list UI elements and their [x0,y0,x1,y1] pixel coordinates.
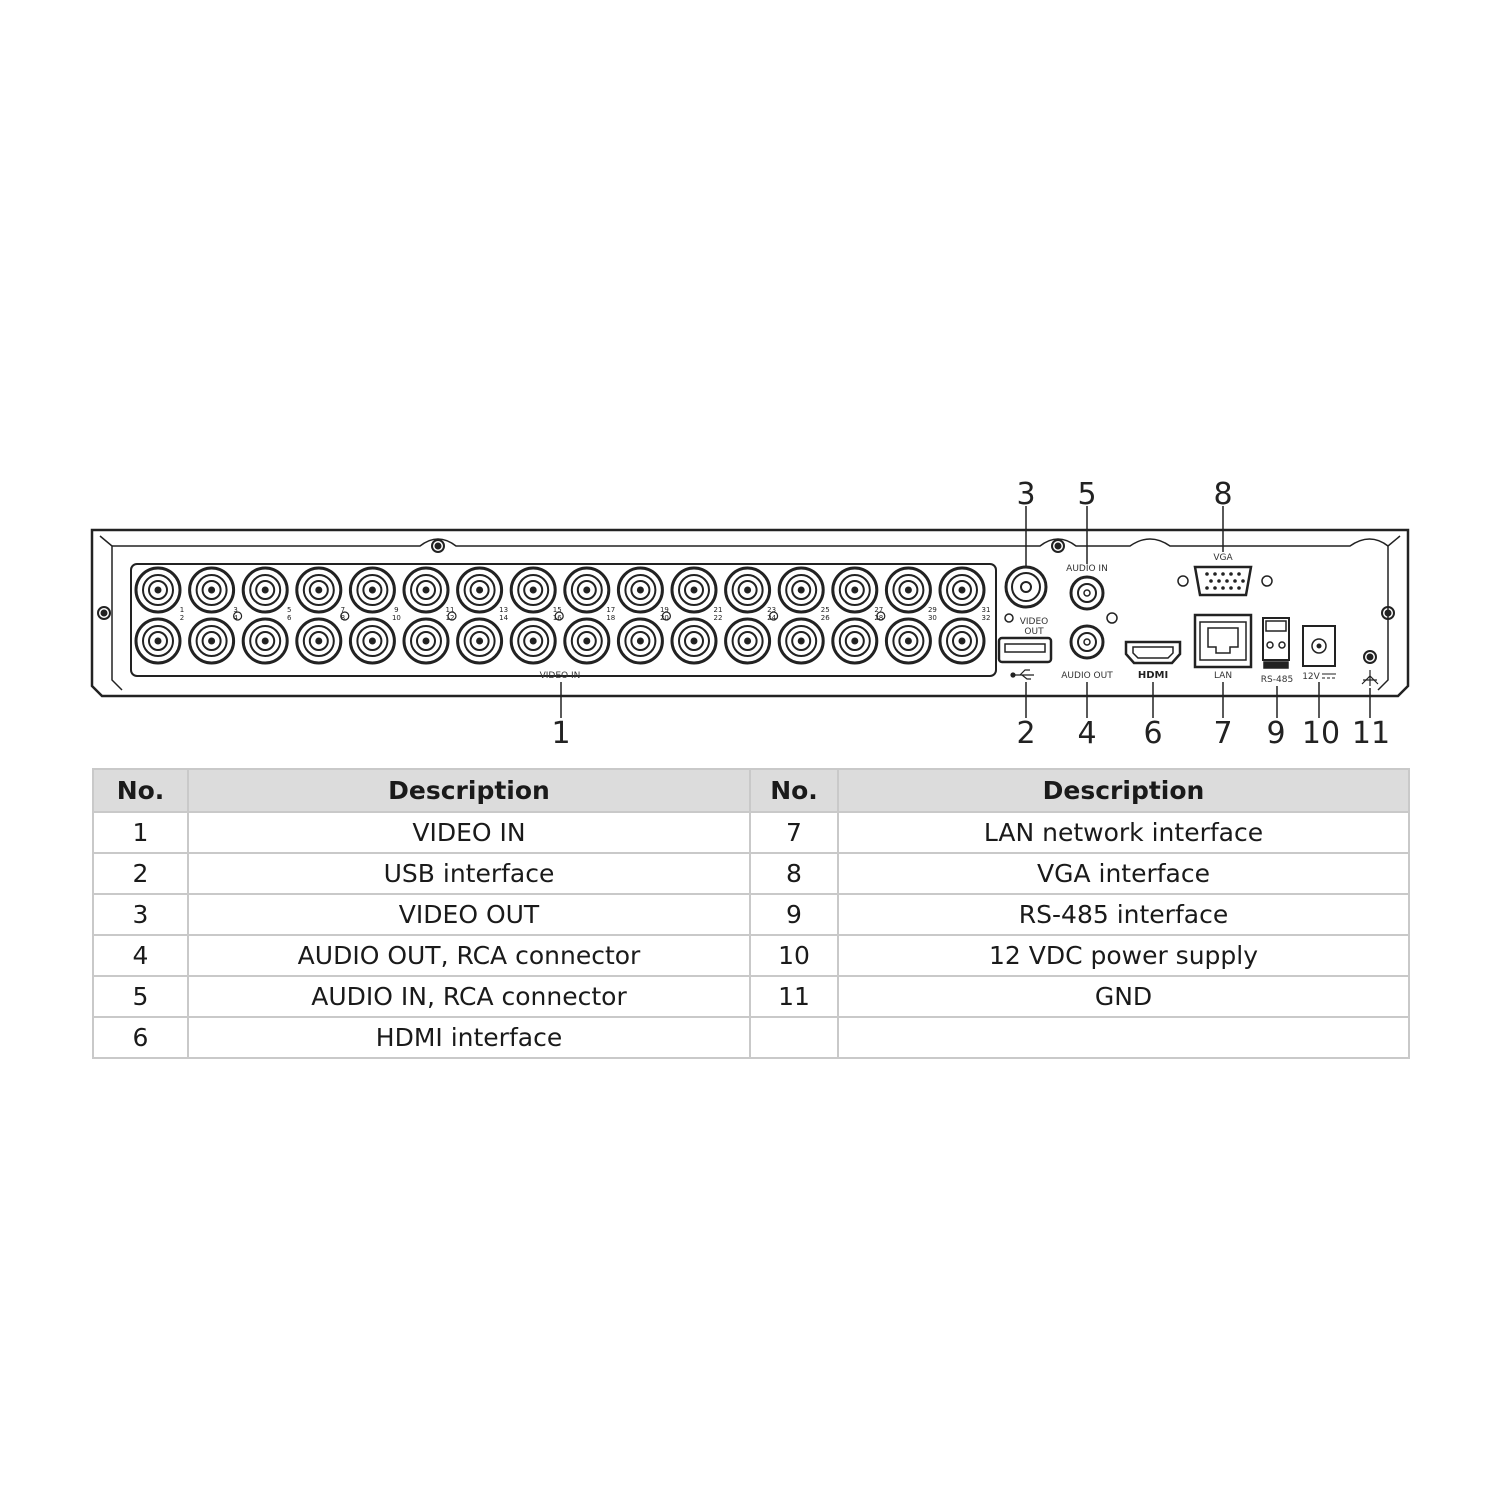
cell-description: RS-485 interface [838,894,1409,935]
bnc-connector[interactable] [618,619,662,663]
bnc-connector[interactable] [940,568,984,612]
cell-description: VIDEO IN [188,812,750,853]
ground-screw[interactable] [1364,651,1376,663]
channel-number-label: 1 [179,606,185,614]
mounting-screws [98,540,1394,619]
channel-number-label: 6 [286,614,292,622]
bnc-connector[interactable] [833,619,877,663]
bnc-connector[interactable] [672,619,716,663]
video-out-label-line2: OUT [1024,627,1044,637]
vga-pin [1205,572,1209,576]
vga-port[interactable] [1178,567,1272,595]
callout-11: 11 [1351,716,1391,751]
ground-icon [1362,670,1378,686]
bnc-connector[interactable] [779,568,823,612]
bnc-connector[interactable] [672,568,716,612]
channel-number-label: 32 [981,614,991,622]
audio-out-rca[interactable] [1071,626,1103,658]
channel-number-label: 25 [820,606,830,614]
callout-2: 2 [1016,716,1036,751]
bnc-connector[interactable] [136,568,180,612]
interface-description-table [92,768,1410,1059]
bnc-connector[interactable] [511,568,555,612]
audio-in-label: AUDIO IN [1066,564,1108,574]
bnc-connector[interactable] [458,619,502,663]
callout-7: 7 [1213,716,1233,751]
callout-4: 4 [1077,716,1097,751]
channel-number-label: 16 [552,614,562,622]
cell-no: 5 [93,976,188,1017]
table-row [93,976,1409,1017]
table-row [93,853,1409,894]
rs485-terminal[interactable] [1263,618,1289,668]
channel-number-label: 30 [927,614,937,622]
audio-in-rca[interactable] [1071,577,1103,609]
power-label: 12V [1302,672,1320,682]
table-header-row [93,769,1409,812]
vga-pin [1221,586,1225,590]
callout-5: 5 [1077,477,1097,512]
header-description: Description [188,769,750,812]
callout-9: 9 [1266,716,1286,751]
bnc-connector[interactable] [136,619,180,663]
cell-no: 11 [750,976,838,1017]
bnc-connector[interactable] [940,619,984,663]
lan-port[interactable] [1195,615,1251,667]
cell-no: 10 [750,935,838,976]
bnc-connector[interactable] [618,568,662,612]
channel-number-label: 10 [391,614,401,622]
callout-3: 3 [1016,477,1036,512]
cell-no: 2 [93,853,188,894]
channel-number-label: 7 [340,606,346,614]
vga-pin [1221,572,1225,576]
table-row [93,894,1409,935]
channel-number-label: 19 [659,606,669,614]
callout-10: 10 [1301,716,1341,751]
usb-icon [1011,670,1034,679]
cell-no: 7 [750,812,838,853]
channel-number-label: 4 [233,614,238,622]
vga-pin [1213,572,1217,576]
vga-pin [1237,572,1241,576]
channel-number-label: 13 [499,606,509,614]
cell-description: USB interface [188,853,750,894]
cell-no: 6 [93,1017,188,1058]
cell-no: 4 [93,935,188,976]
table-row [93,812,1409,853]
channel-number-label: 21 [713,606,723,614]
bnc-connector[interactable] [779,619,823,663]
hdmi-logo-text: HDMI [1137,670,1169,681]
cell-no: 9 [750,894,838,935]
bnc-connector[interactable] [886,568,930,612]
cell-description: 12 VDC power supply [838,935,1409,976]
dc-symbol [1322,674,1336,678]
callout-1: 1 [551,716,571,751]
vga-pin [1229,572,1233,576]
header-description: Description [838,769,1409,812]
channel-number-label: 31 [981,606,991,614]
cell-description: HDMI interface [188,1017,750,1058]
hdmi-port[interactable] [1126,642,1180,663]
bnc-connector[interactable] [565,619,609,663]
vga-pin [1213,586,1217,590]
audio-out-label: AUDIO OUT [1061,671,1113,681]
bnc-connector[interactable] [350,568,394,612]
rs485-label: RS-485 [1260,675,1294,685]
video-out-connector[interactable] [1005,567,1046,622]
channel-number-label: 28 [874,614,884,622]
video-in-bnc-array [136,568,990,663]
cell-description: VGA interface [838,853,1409,894]
channel-number-label: 12 [445,614,455,622]
channel-number-label: 3 [233,606,238,614]
cell-no: 8 [750,853,838,894]
channel-number-label: 8 [340,614,346,622]
dvr-rear-panel-diagram [0,470,1500,760]
cell-description [838,1017,1409,1058]
header-no: No. [93,769,188,812]
callout-8: 8 [1213,477,1233,512]
bnc-connector[interactable] [297,568,341,612]
vga-pin [1229,586,1233,590]
bnc-connector[interactable] [726,619,770,663]
channel-number-label: 17 [606,606,616,614]
channel-number-label: 2 [179,614,185,622]
channel-number-label: 26 [820,614,830,622]
vga-pins [1205,572,1245,590]
table-row [93,935,1409,976]
vga-pin [1241,579,1245,583]
bnc-connector[interactable] [190,619,234,663]
channel-number-label: 14 [499,614,509,622]
channel-number-label: 29 [927,606,937,614]
cell-no [750,1017,838,1058]
bnc-connector[interactable] [833,568,877,612]
vga-label: VGA [1213,553,1233,563]
channel-number-label: 11 [445,606,455,614]
bnc-connector[interactable] [243,568,287,612]
channel-number-label: 18 [606,614,616,622]
channel-number-label: 27 [874,606,884,614]
cell-description: AUDIO IN, RCA connector [188,976,750,1017]
vga-pin [1225,579,1229,583]
vga-pin [1237,586,1241,590]
cell-description: VIDEO OUT [188,894,750,935]
callout-6: 6 [1143,716,1163,751]
table-row [93,1017,1409,1058]
bnc-connector[interactable] [243,619,287,663]
cell-description: AUDIO OUT, RCA connector [188,935,750,976]
bnc-connector[interactable] [511,619,555,663]
bnc-connector[interactable] [190,568,234,612]
bnc-connector[interactable] [726,568,770,612]
bnc-connector[interactable] [404,619,448,663]
cell-no: 1 [93,812,188,853]
vga-pin [1233,579,1237,583]
cell-description: LAN network interface [838,812,1409,853]
bnc-connector[interactable] [458,568,502,612]
bnc-connector[interactable] [886,619,930,663]
channel-number-label: 5 [286,606,292,614]
cell-no: 3 [93,894,188,935]
cell-description: GND [838,976,1409,1017]
header-no: No. [750,769,838,812]
video-in-label: VIDEO IN [539,671,581,681]
bnc-connector[interactable] [565,568,609,612]
vga-pin [1209,579,1213,583]
bnc-connector[interactable] [404,568,448,612]
power-jack[interactable] [1303,626,1335,666]
audio-led [1107,613,1117,623]
bnc-connector[interactable] [350,619,394,663]
video-out-label-line1: VIDEO [1019,617,1049,627]
channel-number-label: 15 [552,606,562,614]
bnc-connector[interactable] [297,619,341,663]
vga-pin [1217,579,1221,583]
channel-number-label: 22 [713,614,723,622]
channel-number-label: 9 [394,606,399,614]
lan-label: LAN [1213,671,1233,681]
channel-number-label: 24 [767,614,777,622]
vga-pin [1205,586,1209,590]
channel-number-label: 23 [767,606,777,614]
usb-port[interactable] [999,638,1051,662]
channel-number-label: 20 [659,614,669,622]
